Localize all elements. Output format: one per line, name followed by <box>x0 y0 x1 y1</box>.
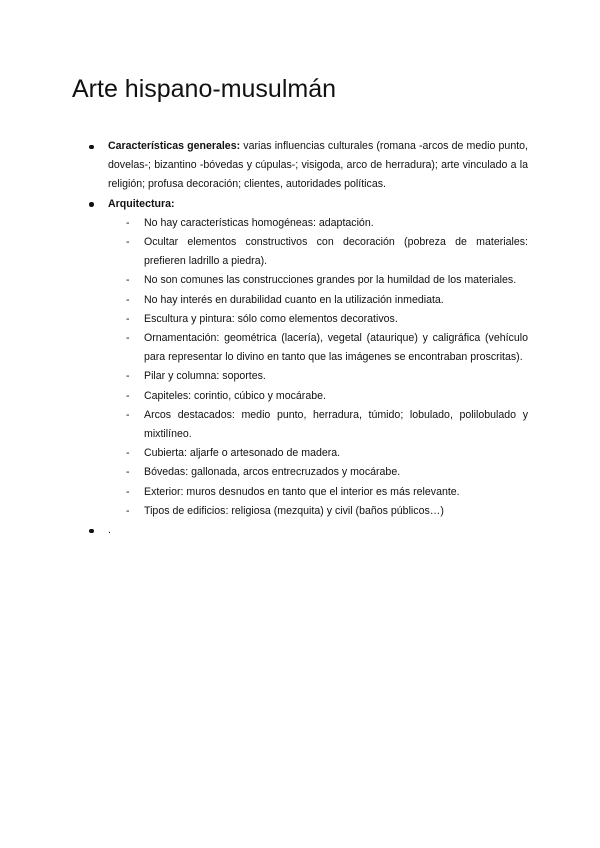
item-label: Arquitectura: <box>108 197 175 210</box>
bullet-icon <box>89 145 94 150</box>
main-bullet-list <box>72 137 528 540</box>
sub-item <box>108 463 528 482</box>
sub-item <box>108 406 528 444</box>
sub-item-text: No hay características homogéneas: adaptación. <box>144 216 374 229</box>
dash-icon: - <box>126 447 130 460</box>
bullet-icon <box>89 202 94 207</box>
list-item-arquitectura <box>72 195 528 521</box>
dash-icon: - <box>126 408 130 421</box>
sub-item-text: No son comunes las construcciones grandes por la humildad de los materiales. <box>144 274 517 287</box>
sub-item-text: Exterior: muros desnudos en tanto que el interior es más relevante. <box>144 485 460 498</box>
sub-item <box>108 214 528 233</box>
list-item-empty <box>72 521 528 540</box>
sub-item <box>108 271 528 290</box>
sub-item <box>108 483 528 502</box>
sub-item <box>108 367 528 386</box>
dash-icon: - <box>126 274 130 287</box>
sub-item-text: Cubierta: aljarfe o artesonado de madera. <box>144 447 341 460</box>
dash-icon: - <box>126 216 130 229</box>
dash-icon: - <box>126 389 130 402</box>
sub-item <box>108 233 528 271</box>
dash-icon: - <box>126 466 130 479</box>
dash-icon: - <box>126 370 130 383</box>
arquitectura-sublist <box>108 214 528 521</box>
sub-item <box>108 502 528 521</box>
sub-item <box>108 291 528 310</box>
sub-item-text: Arcos destacados: medio punto, herradura, túmido; lobulado, polilobulado y mixtilíneo. <box>144 408 528 441</box>
dash-icon: - <box>126 485 130 498</box>
dash-icon: - <box>126 236 130 249</box>
sub-item <box>108 387 528 406</box>
sub-item-text: Bóvedas: gallonada, arcos entrecruzados y mocárabe. <box>144 466 401 479</box>
sub-item <box>108 310 528 329</box>
bullet-icon <box>89 529 94 534</box>
dash-icon: - <box>126 312 130 325</box>
sub-item <box>108 329 528 367</box>
dash-icon: - <box>126 293 130 306</box>
sub-item-text: Escultura y pintura: sólo como elementos decorativos. <box>144 312 398 325</box>
sub-item-text: Tipos de edificios: religiosa (mezquita) y civil (baños públicos…) <box>144 504 444 517</box>
sub-item <box>108 444 528 463</box>
sub-item-text: No hay interés en durabilidad cuanto en la utilización inmediata. <box>144 293 444 306</box>
item-text: . <box>108 524 111 537</box>
sub-item-text: Ornamentación: geométrica (lacería), vegetal (ataurique) y caligráfica (vehículo para representar lo divino en tanto que las imágenes se encontraban proscritas). <box>144 332 528 364</box>
list-item-caracteristicas <box>72 137 528 195</box>
sub-item-text: Pilar y columna: soportes. <box>144 370 266 383</box>
sub-item-text: Ocultar elementos constructivos con decoración (pobreza de materiales: prefieren ladrillo a piedra). <box>144 236 528 268</box>
item-text: varias influencias culturales (romana -arcos de medio punto, dovelas-; bizantino -bóvedas y cúpulas-; visigoda, arco de herradura); arte vinculado a la religión; profusa decoración; clientes, autoridades políticas. <box>108 140 528 191</box>
item-label: Características generales: <box>108 140 241 152</box>
page-title: Arte hispano-musulmán <box>72 75 337 103</box>
sub-item-text: Capiteles: corintio, cúbico y mocárabe. <box>144 389 326 402</box>
dash-icon: - <box>126 504 130 517</box>
dash-icon: - <box>126 332 130 345</box>
